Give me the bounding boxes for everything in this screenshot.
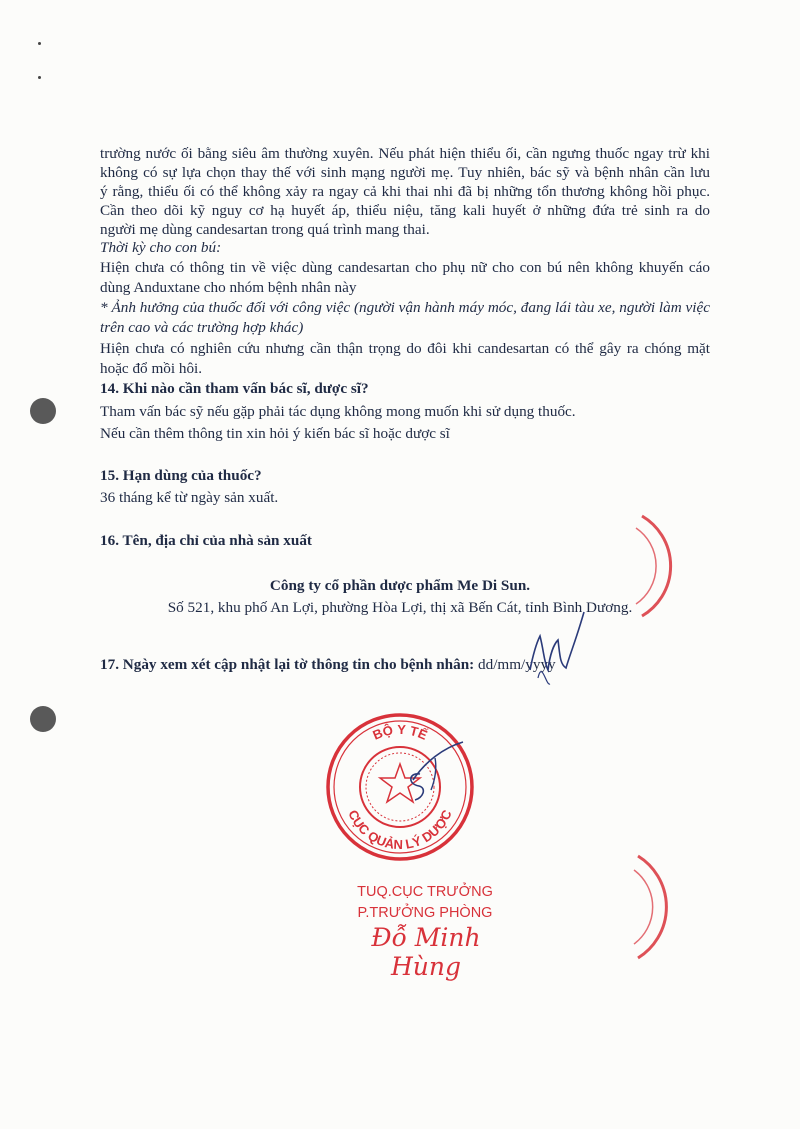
section-14-title: 14. Khi nào cần tham vấn bác sĩ, dược sĩ? [100, 380, 369, 397]
signer-title-line2: P.TRƯỞNG PHÒNG [357, 905, 493, 921]
signature-block [330, 882, 520, 924]
work-effect-line: Hiện chưa có nghiên cứu nhưng cần thận trọng do đôi khi candesartan có thể gây ra chóng mặt [100, 340, 710, 357]
binder-hole-top [30, 398, 56, 424]
breastfeeding-heading: Thời kỳ cho con bú: [100, 239, 222, 256]
section-17-label: 17. Ngày xem xét cập nhật lại tờ thông tin cho bệnh nhân: [100, 656, 475, 673]
partial-seal-right [632, 852, 672, 962]
intro-line: Cần theo dõi kỹ nguy cơ hạ huyết áp, thiểu niệu, tăng kali huyết ở những đứa trẻ sinh ra do [100, 202, 710, 219]
intro-line: không có sự lựa chọn thay thế với sinh mạng người mẹ. Tuy nhiên, bác sỹ và bệnh nhân cần lưu [100, 164, 710, 181]
manufacturer-name: Công ty cổ phần dược phẩm Me Di Sun. [269, 577, 531, 594]
section-14-line: Tham vấn bác sỹ nếu gặp phải tác dụng không mong muốn khi sử dụng thuốc. [100, 403, 576, 420]
work-effect-heading: trên cao và các trường hợp khác) [100, 319, 304, 336]
signer-name: Đỗ Minh Hùng [371, 923, 481, 981]
breastfeeding-line: dùng Anduxtane cho nhóm bệnh nhân này [100, 279, 357, 296]
binder-hole-bottom [30, 706, 56, 732]
section-15-text: 36 tháng kể từ ngày sản xuất. [100, 489, 279, 506]
handwritten-signature-blue [520, 600, 590, 690]
section-14-line: Nếu cần thêm thông tin xin hỏi ý kiến bác sĩ hoặc dược sĩ [100, 425, 450, 442]
paper-speck [38, 42, 41, 45]
signer-title-line1: TUQ.CỤC TRƯỞNG [357, 884, 493, 900]
partial-company-stamp [632, 512, 692, 622]
intro-line: trường nước ối bằng siêu âm thường xuyên. Nếu phát hiện thiểu ối, cần ngưng thuốc ngay trừ khi [100, 145, 710, 162]
review-date-value: dd/mm/yyyy [478, 656, 556, 673]
section-17-title [100, 655, 556, 674]
section-16-title: 16. Tên, địa chỉ của nhà sản xuất [100, 532, 312, 549]
section-15-title: 15. Hạn dùng của thuốc? [100, 467, 262, 484]
work-effect-line: hoặc đổ mồi hôi. [100, 360, 203, 377]
seal-bottom-text: CỤC QUẢN LÝ DƯỢC [345, 807, 455, 853]
seal-top-text: BỘ Y TẾ [370, 721, 430, 743]
work-effect-heading: * Ảnh hưởng của thuốc đối với công việc (người vận hành máy móc, đang lái tàu xe, người làm việc [100, 299, 710, 316]
manufacturer-address: Số 521, khu phố An Lợi, phường Hòa Lợi, thị xã Bến Cát, tỉnh Bình Dương. [167, 599, 633, 616]
official-seal [325, 712, 475, 862]
paper-speck [38, 76, 41, 79]
intro-line: ý rằng, thiểu ối có thể không xảy ra ngay cả khi thai nhi đã bị những tổn thương không hồi phục. [100, 183, 710, 200]
breastfeeding-line: Hiện chưa có thông tin về việc dùng candesartan cho phụ nữ cho con bú nên không khuyến cáo [100, 259, 710, 276]
intro-line: người mẹ dùng candesartan trong quá trình mang thai. [100, 221, 430, 238]
